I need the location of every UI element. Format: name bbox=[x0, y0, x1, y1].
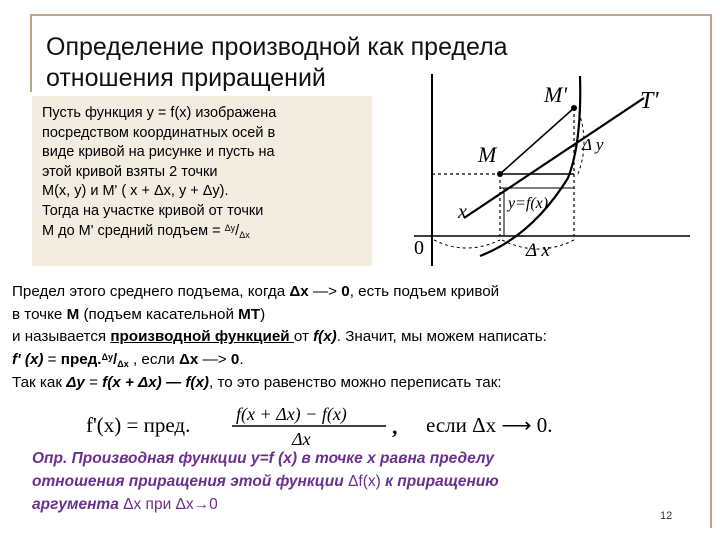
body-line-2-mid: (подъем касательной bbox=[79, 305, 239, 323]
arrow-text: —> bbox=[308, 283, 342, 300]
definition-line-3-text: аргумента bbox=[32, 496, 124, 513]
body-line-5-tail: , то это равенство можно переписать так: bbox=[209, 374, 502, 391]
intro-line-3: виде кривой на рисунке и пусть на bbox=[42, 144, 275, 161]
body-text bbox=[12, 281, 718, 395]
intro-line-7-text: M до M' средний подъем = bbox=[42, 222, 225, 239]
definition-line-2 bbox=[32, 470, 672, 493]
derivative-function-term: производной функцией bbox=[110, 328, 294, 345]
page-number: 12 bbox=[660, 510, 673, 522]
frame-top-bar bbox=[30, 14, 712, 16]
slide-title-line-1: Определение производной как предела bbox=[46, 33, 508, 61]
intro-line-5: M(x, y) и M' ( x + Δx, y + Δy). bbox=[42, 183, 229, 200]
body-line-1-text: Предел этого среднего подъема, когда bbox=[12, 283, 290, 300]
zero-term-2: 0 bbox=[230, 350, 240, 368]
delta-y-term: Δy bbox=[66, 374, 85, 391]
limit-ratio-denominator: Δx bbox=[117, 358, 129, 369]
formula-condition: если Δx ⟶ 0. bbox=[426, 413, 553, 437]
equals-sign: = bbox=[43, 350, 61, 368]
formula-numerator: f(x + Δx) − f(x) bbox=[236, 404, 347, 424]
label-delta-x: Δ x bbox=[526, 240, 550, 261]
secant-line bbox=[500, 108, 574, 174]
formula-lhs: f'(x) = пред. bbox=[86, 413, 191, 437]
equals-sign-2: = bbox=[84, 374, 103, 391]
increment-expression: f(x + Δx) — f(x) bbox=[102, 374, 209, 391]
formula-comma: , bbox=[392, 414, 398, 439]
formula-denominator: Δx bbox=[292, 429, 311, 448]
limit-ratio-slash: / bbox=[113, 350, 118, 368]
definition-line-2-text: отношения приращения этой функции bbox=[32, 473, 349, 490]
frame-right-bar bbox=[710, 14, 712, 528]
limit-ratio-numerator: Δy bbox=[101, 351, 114, 362]
x-brace bbox=[434, 240, 500, 248]
label-delta-y: Δ y bbox=[582, 135, 604, 154]
label-m: M bbox=[478, 142, 497, 167]
label-t: T' bbox=[640, 88, 659, 114]
intro-line-4: этой кривой взяты 2 точки bbox=[42, 163, 218, 180]
body-line-4 bbox=[12, 349, 718, 373]
definition-text bbox=[32, 447, 672, 516]
body-line-5 bbox=[12, 372, 718, 395]
derivative-figure bbox=[404, 58, 694, 270]
intro-text bbox=[42, 104, 374, 242]
body-line-3-mid: от bbox=[293, 328, 314, 345]
frame-left-bar bbox=[30, 14, 32, 92]
body-line-2-text: в точке bbox=[12, 305, 67, 323]
body-line-2-tail: ) bbox=[260, 305, 266, 323]
function-increment-term: Δf(x) bbox=[348, 473, 381, 490]
definition-line-2-tail: к приращению bbox=[380, 473, 499, 490]
definition-line-3 bbox=[32, 493, 672, 516]
label-x: x bbox=[458, 201, 467, 223]
argument-increment-term: Δx при Δx→0 bbox=[123, 496, 218, 513]
derivative-formula bbox=[86, 402, 606, 448]
f-prime-term: f' (x) bbox=[12, 350, 44, 368]
body-line-1 bbox=[12, 281, 718, 304]
slide-title-line-2: отношения приращений bbox=[46, 64, 326, 92]
if-text: , если bbox=[128, 350, 179, 368]
intro-line-6: Тогда на участке кривой от точки bbox=[42, 202, 264, 219]
limit-abbrev: пред. bbox=[60, 350, 102, 368]
definition-line-1: Опр. Производная функции y=f (x) в точке x равна пределу bbox=[32, 450, 494, 467]
point-m-term: M bbox=[66, 305, 80, 323]
intro-line-7 bbox=[42, 222, 374, 243]
delta-x-term: Δx bbox=[289, 283, 309, 300]
arrow-text-2: —> bbox=[198, 350, 231, 368]
intro-ratio-slash: / bbox=[235, 222, 240, 239]
body-line-3-tail: . Значит, мы можем написать: bbox=[336, 328, 547, 345]
label-m-prime: M' bbox=[544, 82, 568, 107]
body-line-3-text: и называется bbox=[12, 328, 111, 345]
body-line-5-text: Так как bbox=[12, 374, 67, 391]
intro-line-2: посредством координатных осей в bbox=[42, 124, 276, 141]
body-line-1-tail: , есть подъем кривой bbox=[349, 283, 500, 300]
point-m bbox=[497, 171, 503, 177]
point-m-prime bbox=[571, 105, 577, 111]
fx-term: f(x) bbox=[313, 328, 337, 345]
label-function: y=f(x) bbox=[508, 195, 549, 212]
zero-term: 0 bbox=[341, 283, 350, 300]
intro-line-1: Пусть функция y = f(x) изображена bbox=[42, 105, 277, 121]
body-line-3 bbox=[12, 326, 718, 349]
delta-x-term-2: Δx bbox=[179, 350, 199, 368]
intro-ratio-numerator: Δy bbox=[224, 222, 236, 233]
body-line-2 bbox=[12, 304, 718, 327]
tangent-mt-term: MT bbox=[238, 305, 261, 323]
period: . bbox=[239, 350, 244, 368]
label-origin: 0 bbox=[414, 237, 424, 259]
intro-ratio-denominator: Δx bbox=[239, 229, 250, 240]
